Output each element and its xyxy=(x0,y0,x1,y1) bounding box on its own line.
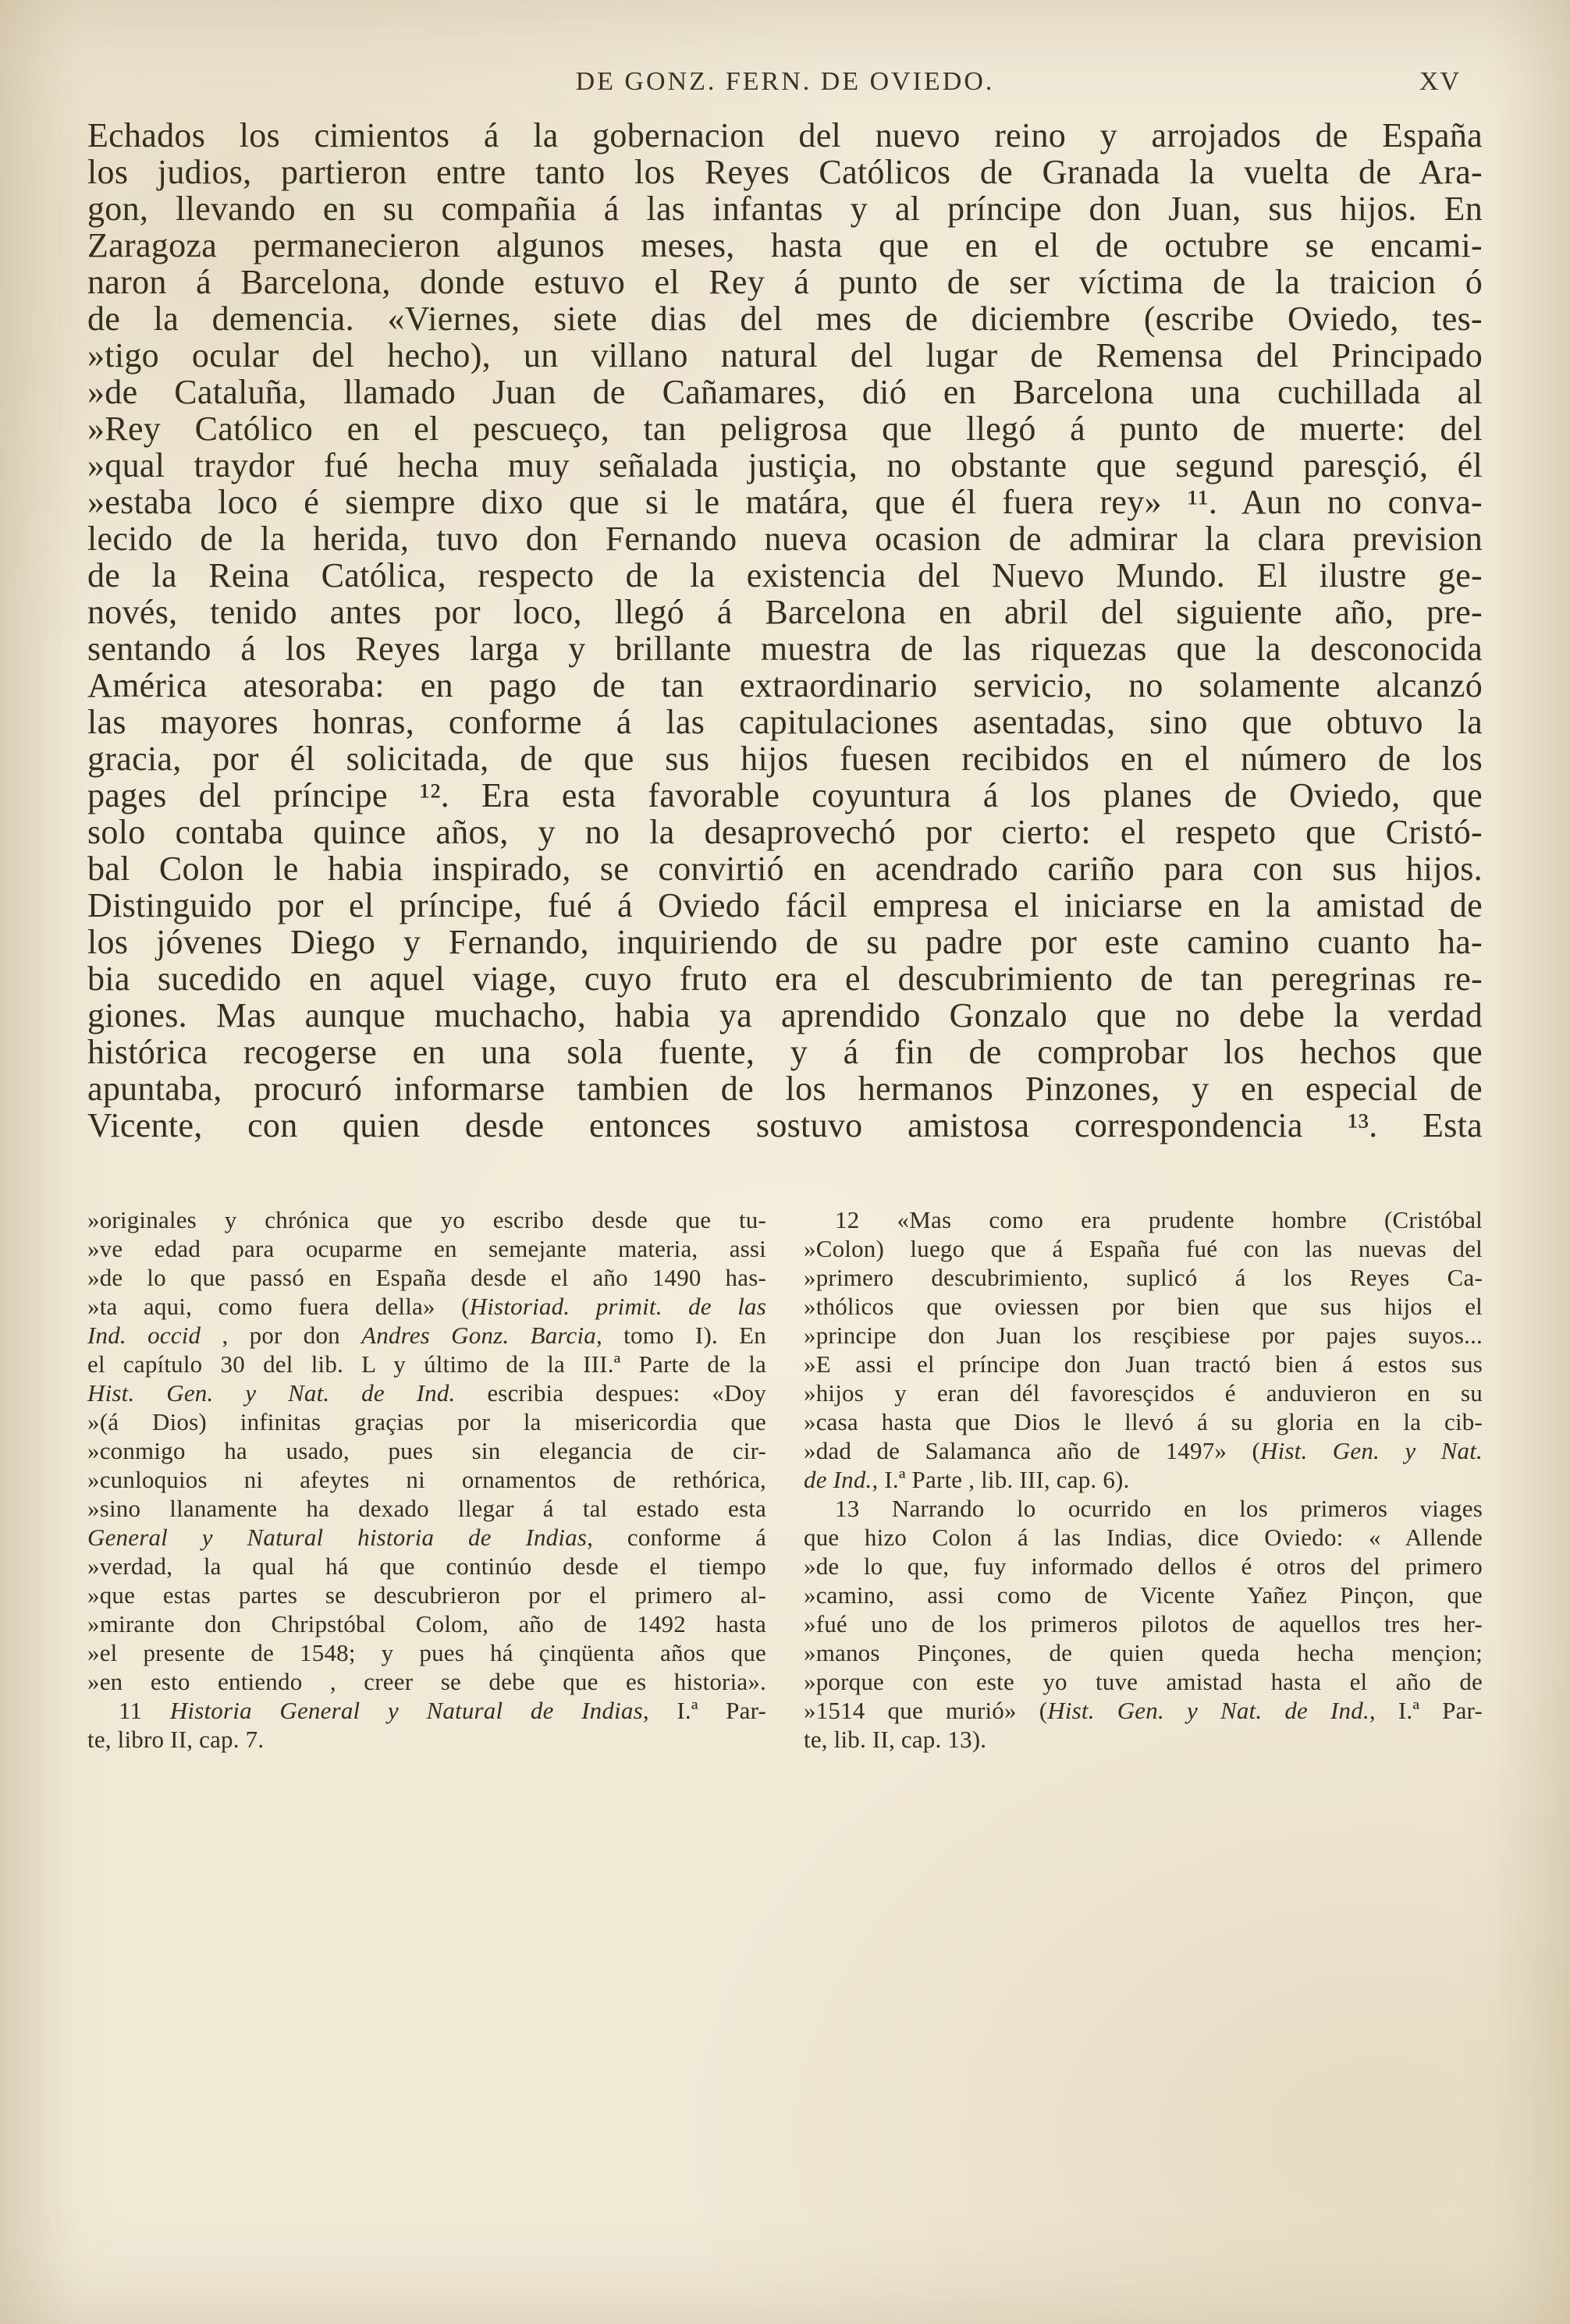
text-line: »estaba loco é siempre dixo que si le matára, que él fuera rey» ¹¹. Aun no conva- xyxy=(87,483,1483,521)
text-line: »dad de Salamanca año de 1497» (Hist. Gen. y Nat. xyxy=(804,1437,1483,1464)
text-line: 12 «Mas como era prudente hombre (Cristóbal xyxy=(835,1206,1483,1233)
main-text xyxy=(87,117,1483,1144)
text-line: Hist. Gen. y Nat. de Ind. escribia despues: «Doy xyxy=(87,1379,766,1407)
text-line: General y Natural historia de Indias, conforme á xyxy=(87,1524,767,1551)
text-line: »hijos y eran dél favoresçidos é anduvieron en su xyxy=(804,1379,1483,1407)
text-line: de la Reina Católica, respecto de la existencia del Nuevo Mundo. El ilustre ge- xyxy=(87,556,1483,594)
text-line: el capítulo 30 del lib. L y último de la III.ª Parte de la xyxy=(87,1350,766,1378)
text-line: solo contaba quince años, y no la desaprovechó por cierto: el respeto que Cristó- xyxy=(87,813,1483,851)
footnote-column-left xyxy=(87,1205,766,1754)
text-line: »conmigo ha usado, pues sin elegancia de cir- xyxy=(87,1437,766,1464)
text-line: te, libro II, cap. 7. xyxy=(87,1726,265,1753)
text-line: »fué uno de los primeros pilotos de aquellos tres her- xyxy=(804,1610,1483,1637)
text-line: »el presente de 1548; y pues há çinqüenta años que xyxy=(87,1639,766,1666)
text-line: »sino llanamente ha dexado llegar á tal estado esta xyxy=(87,1495,766,1522)
footnote-column-right xyxy=(804,1205,1483,1754)
text-line: gon, llevando en su compañia á las infantas y al príncipe don Juan, sus hijos. En xyxy=(87,190,1483,228)
text-line: »Rey Católico en el pescueço, tan peligrosa que llegó á punto de muerte: del xyxy=(87,410,1483,448)
text-line: »qual traydor fué hecha muy señalada justiçia, no obstante que segund paresçió, él xyxy=(87,446,1483,484)
text-line: histórica recogerse en una sola fuente, y á fin de comprobar los hechos que xyxy=(87,1033,1483,1071)
text-line: »E assi el príncipe don Juan tractó bien á estos sus xyxy=(804,1350,1483,1378)
text-line: »camino, assi como de Vicente Yañez Pinçon, que xyxy=(804,1581,1483,1609)
text-line: »en esto entiendo , creer se debe que es historia». xyxy=(87,1668,766,1695)
text-line: 13 Narrando lo ocurrido en los primeros viages xyxy=(835,1495,1483,1522)
text-line: América atesoraba: en pago de tan extraordinario servicio, no solamente alcanzó xyxy=(87,666,1483,704)
text-line: lecido de la herida, tuvo don Fernando nueva ocasion de admirar la clara prevision xyxy=(87,520,1483,558)
text-line: »principe don Juan los resçibiese por pajes suyos... xyxy=(804,1322,1483,1349)
text-line: bia sucedido en aquel viage, cuyo fruto era el descubrimiento de tan peregrinas re- xyxy=(87,960,1483,998)
text-line: Ind. occid , por don Andres Gonz. Barcia, tomo I). En xyxy=(87,1322,766,1349)
text-line: »mirante don Chripstóbal Colom, año de 1492 hasta xyxy=(87,1610,766,1637)
text-line: novés, tenido antes por loco, llegó á Barcelona en abril del siguiente año, pre- xyxy=(87,593,1483,631)
text-line: pages del príncipe ¹². Era esta favorable coyuntura á los planes de Oviedo, que xyxy=(87,776,1483,814)
text-line: que hizo Colon á las Indias, dice Oviedo: « Allende xyxy=(804,1524,1483,1551)
text-line: gracia, por él solicitada, de que sus hijos fuesen recibidos en el número de los xyxy=(87,740,1483,778)
text-line: Vicente, con quien desde entonces sostuvo amistosa correspondencia ¹³. Esta xyxy=(87,1106,1483,1144)
text-line: apuntaba, procuró informarse tambien de los hermanos Pinzones, y en especial de xyxy=(87,1070,1483,1108)
text-line: »casa hasta que Dios le llevó á su gloria en la cib- xyxy=(804,1408,1483,1435)
text-line: »cunloquios ni afeytes ni ornamentos de rethórica, xyxy=(87,1466,766,1493)
text-line: »de lo que passó en España desde el año 1490 has- xyxy=(87,1264,766,1291)
text-line: te, lib. II, cap. 13). xyxy=(804,1726,987,1753)
text-line: las mayores honras, conforme á las capitulaciones asentadas, sino que obtuvo la xyxy=(87,703,1483,741)
text-line: »manos Pinçones, de quien queda hecha mençion; xyxy=(804,1639,1483,1666)
text-line: los jóvenes Diego y Fernando, inquiriendo de su padre por este camino cuanto ha- xyxy=(87,923,1483,961)
text-line: Zaragoza permanecieron algunos meses, hasta que en el de octubre se encami- xyxy=(87,226,1483,264)
text-line: giones. Mas aunque muchacho, habia ya aprendido Gonzalo que no debe la verdad xyxy=(87,996,1483,1034)
text-line: de Ind., I.ª Parte , lib. III, cap. 6). xyxy=(804,1466,1130,1493)
text-line: »1514 que murió» (Hist. Gen. y Nat. de Ind., I.ª Par- xyxy=(804,1697,1483,1724)
text-line: bal Colon le habia inspirado, se convirtió en acendrado cariño para con sus hijos. xyxy=(87,850,1483,888)
text-line: »de lo que, fuy informado dellos é otros del primero xyxy=(804,1552,1483,1580)
page-number: XV xyxy=(1419,67,1461,96)
text-line: »de Cataluña, llamado Juan de Cañamares, dió en Barcelona una cuchillada al xyxy=(87,373,1483,411)
text-line: »primero descubrimiento, suplicó á los Reyes Ca- xyxy=(804,1264,1483,1291)
text-line: »tigo ocular del hecho), un villano natural del lugar de Remensa del Principado xyxy=(87,336,1483,374)
text-line: »originales y chrónica que yo escribo desde que tu- xyxy=(87,1206,766,1233)
text-line: »(á Dios) infinitas graçias por la misericordia que xyxy=(87,1408,766,1435)
text-line: Echados los cimientos á la gobernacion del nuevo reino y arrojados de España xyxy=(87,116,1483,154)
text-line: »ve edad para ocuparme en semejante materia, assi xyxy=(87,1235,766,1262)
text-line: 11 Historia General y Natural de Indias, I.ª Par- xyxy=(119,1697,766,1724)
text-line: »thólicos que oviessen por bien que sus hijos el xyxy=(804,1293,1483,1320)
text-line: sentando á los Reyes larga y brillante muestra de las riquezas que la desconocida xyxy=(87,630,1483,668)
text-line: »verdad, la qual há que continúo desde el tiempo xyxy=(87,1552,766,1580)
text-line: »que estas partes se descubrieron por el primero al- xyxy=(87,1581,766,1609)
text-line: los judios, partieron entre tanto los Reyes Católicos de Granada la vuelta de Ara- xyxy=(87,153,1483,191)
running-title: DE GONZ. FERN. DE OVIEDO. xyxy=(575,67,995,96)
text-line: Distinguido por el príncipe, fué á Oviedo fácil empresa el iniciarse en la amistad de xyxy=(87,886,1483,924)
text-line: »ta aqui, como fuera della» (Historiad. primit. de las xyxy=(87,1293,766,1320)
page-header xyxy=(87,67,1483,103)
text-line: »Colon) luego que á España fué con las nuevas del xyxy=(804,1235,1483,1262)
footnotes xyxy=(87,1205,1483,1754)
text-line: naron á Barcelona, donde estuvo el Rey á punto de ser víctima de la traicion ó xyxy=(87,263,1483,301)
text-line: »porque con este yo tuve amistad hasta el año de xyxy=(804,1668,1483,1695)
text-line: de la demencia. «Viernes, siete dias del mes de diciembre (escribe Oviedo, tes- xyxy=(87,300,1483,338)
